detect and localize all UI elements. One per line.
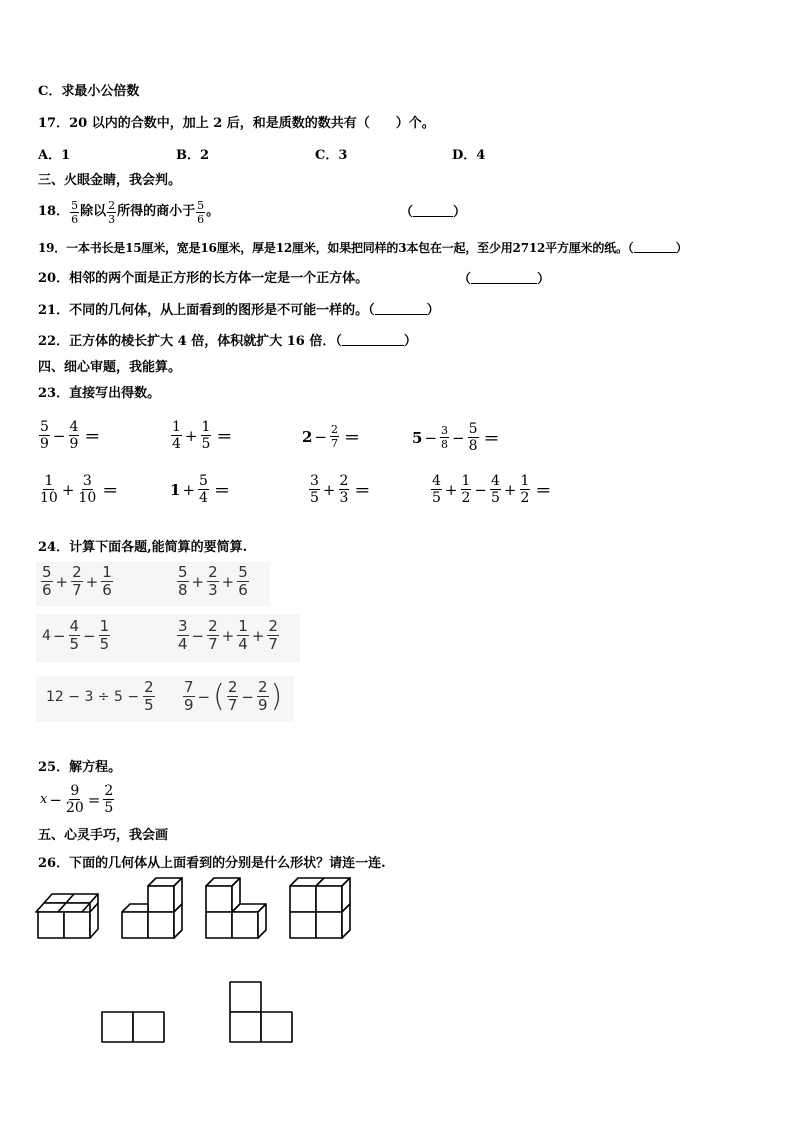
q24-expr-3b: $\frac{7}{9}$ − ( $\frac{2}{7}$ − $\frac{2}{9}$ ) bbox=[184, 678, 283, 714]
q23-expr-1: $\frac{5}{9}$ − $\frac{4}{9}$ ＝ bbox=[40, 419, 101, 452]
q23-expr-5: $\frac{1}{10}$ + $\frac{3}{10}$ ＝ bbox=[40, 473, 119, 506]
question-19: 19．一本书长是15厘米，宽是16厘米，厚是12厘米，如果把同样的3本包在一起，至少用2712平方厘米的纸。（ ） bbox=[38, 241, 688, 255]
question-17: 17．20 以内的合数中，加上 2 后，和是质数的数共有（ ）个。 bbox=[38, 116, 435, 131]
q23-expr-7: $\frac{3}{5}$ + $\frac{2}{3}$ ＝ bbox=[310, 473, 371, 506]
solid-4-figure bbox=[290, 878, 350, 938]
question-23: 23．直接写出得数。 bbox=[38, 386, 161, 401]
q25-equation: x − $\frac{9}{20}$ = $\frac{2}{5}$ bbox=[40, 783, 114, 816]
q24-expr-3a: 12 − 3 ÷ 5 − $\frac{2}{5}$ bbox=[46, 678, 154, 714]
solid-3-figure bbox=[206, 878, 266, 938]
q26-figures bbox=[0, 870, 794, 1060]
q24-row-3-image bbox=[36, 676, 294, 722]
q18-fraction-1: $\frac{5}{6}$ bbox=[71, 198, 79, 226]
question-24: 24．计算下面各题,能简算的要简算. bbox=[38, 540, 248, 555]
q20-answer-blank[interactable]: （ ） bbox=[458, 272, 551, 287]
solid-1-figure bbox=[36, 894, 98, 938]
q17-option-d: D．4 bbox=[452, 148, 486, 163]
q17-option-a: A．1 bbox=[38, 148, 71, 163]
q24-row-2-image bbox=[36, 614, 300, 662]
question-18: 18． $\frac{5}{6}$ 除以 $\frac{2}{3}$ 所得的商小于 $\frac{5}{6}$ 。 bbox=[38, 198, 220, 226]
q17-option-c: C．3 bbox=[315, 148, 348, 163]
q23-expr-4: 5 − $\frac{3}{8}$ − $\frac{5}{8}$ ＝ bbox=[412, 421, 500, 454]
section-3-heading: 三、火眼金睛，我会判。 bbox=[38, 173, 182, 188]
option-c-text: C．求最小公倍数 bbox=[38, 84, 140, 99]
q24-row-1-image bbox=[36, 562, 270, 606]
q24-expr-1b: $\frac{5}{8}$ + $\frac{2}{3}$ + $\frac{5}{6}$ bbox=[178, 563, 248, 599]
q23-expr-3: 2 − $\frac{2}{7}$ ＝ bbox=[302, 423, 361, 450]
q18-answer-blank[interactable]: （ ） bbox=[400, 205, 467, 220]
q17-option-b: B．2 bbox=[176, 148, 210, 163]
q18-fraction-2: $\frac{2}{3}$ bbox=[108, 198, 116, 226]
q24-expr-2b: $\frac{3}{4}$ − $\frac{2}{7}$ + $\frac{1}{4}$ + $\frac{2}{7}$ bbox=[178, 617, 278, 653]
question-21: 21．不同的几何体，从上面看到的图形是不可能一样的。（ ） bbox=[38, 303, 440, 318]
q23-expr-2: $\frac{1}{4}$ + $\frac{1}{5}$ ＝ bbox=[172, 419, 233, 452]
q24-expr-1a: $\frac{5}{6}$ + $\frac{2}{7}$ + $\frac{1}{6}$ bbox=[42, 563, 112, 599]
q23-expr-6: 1 + $\frac{5}{4}$ ＝ bbox=[170, 473, 230, 506]
section-4-heading: 四、细心审题，我能算。 bbox=[38, 360, 182, 375]
q18-number: 18． bbox=[38, 204, 70, 219]
section-5-heading: 五、心灵手巧，我会画 bbox=[38, 828, 169, 843]
question-25: 25．解方程。 bbox=[38, 760, 122, 775]
q21-answer-blank[interactable] bbox=[375, 302, 427, 315]
q18-fraction-3: $\frac{5}{6}$ bbox=[197, 198, 205, 226]
q19-answer-blank[interactable] bbox=[634, 240, 676, 253]
solid-2-figure bbox=[122, 878, 182, 938]
top-view-2 bbox=[230, 982, 292, 1042]
question-20: 20．相邻的两个面是正方形的长方体一定是一个正方体。 bbox=[38, 271, 369, 286]
question-22: 22．正方体的棱长扩大 4 倍，体积就扩大 16 倍．（ ） bbox=[38, 334, 417, 349]
question-26: 26．下面的几何体从上面看到的分别是什么形状？请连一连. bbox=[38, 856, 386, 871]
top-view-1 bbox=[102, 1012, 164, 1042]
q23-expr-8: $\frac{4}{5}$ + $\frac{1}{2}$ − $\frac{4}{5}$ + $\frac{1}{2}$ ＝ bbox=[432, 473, 552, 506]
q22-answer-blank[interactable] bbox=[342, 333, 404, 346]
q24-expr-2a: 4 − $\frac{4}{5}$ − $\frac{1}{5}$ bbox=[42, 617, 110, 653]
